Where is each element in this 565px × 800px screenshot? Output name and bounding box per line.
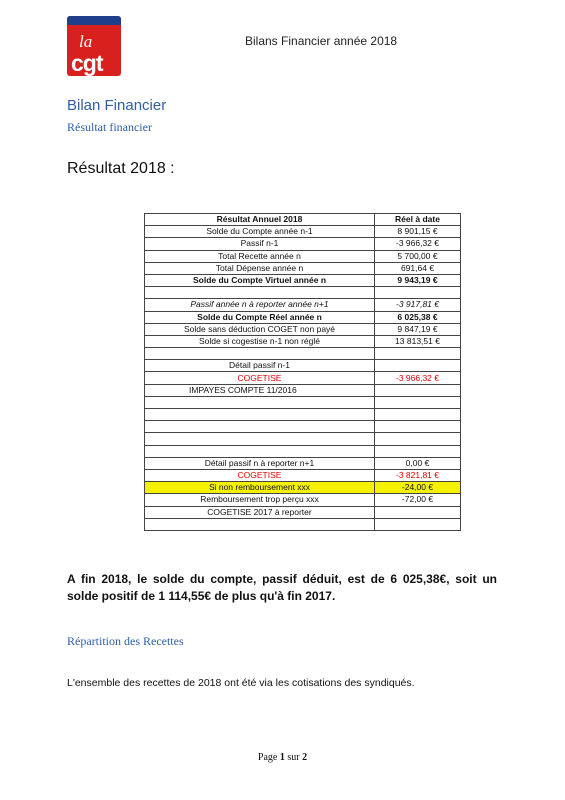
table-header-label: Résultat Annuel 2018 bbox=[145, 214, 375, 226]
row-label: Détail passif n à reporter n+1 bbox=[145, 457, 375, 469]
row-label bbox=[145, 396, 375, 408]
row-label: Total Dépense année n bbox=[145, 262, 375, 274]
row-label: Passif n-1 bbox=[145, 238, 375, 250]
table-row bbox=[145, 421, 461, 433]
header-title: Bilans Financier année 2018 bbox=[245, 34, 398, 48]
row-label: Passif année n à reporter année n+1 bbox=[145, 299, 375, 311]
row-value bbox=[375, 348, 461, 360]
table-row bbox=[145, 506, 461, 518]
row-label: COGETISE bbox=[145, 372, 375, 384]
footer-current-page: 1 bbox=[279, 752, 285, 763]
row-label: IMPAYES COMPTE 11/2016 bbox=[145, 384, 375, 396]
row-label: Solde si cogestise n-1 non réglé bbox=[145, 335, 375, 347]
logo-la: la bbox=[79, 32, 93, 51]
table-row bbox=[145, 445, 461, 457]
row-label: Solde du Compte Réel année n bbox=[145, 311, 375, 323]
table-row bbox=[145, 494, 461, 506]
table-row bbox=[145, 433, 461, 445]
row-label bbox=[145, 518, 375, 530]
row-label: Solde sans déduction COGET non payé bbox=[145, 323, 375, 335]
row-value: -24,00 € bbox=[375, 482, 461, 494]
row-value: -72,00 € bbox=[375, 494, 461, 506]
row-value bbox=[375, 445, 461, 457]
row-value bbox=[375, 506, 461, 518]
row-label: Total Recette année n bbox=[145, 250, 375, 262]
table-row bbox=[145, 274, 461, 286]
row-label bbox=[145, 409, 375, 421]
row-value bbox=[375, 396, 461, 408]
row-value bbox=[375, 360, 461, 372]
conclusion-text: A fin 2018, le solde du compte, passif déduit, est de 6 025,38€, soit un solde positif de 1 114,55€ de plus qu'à fin 2017. bbox=[67, 572, 497, 603]
row-value: 13 813,51 € bbox=[375, 335, 461, 347]
logo-band bbox=[67, 16, 121, 25]
row-value: -3 966,32 € bbox=[375, 372, 461, 384]
table-row bbox=[145, 250, 461, 262]
row-value: 5 700,00 € bbox=[375, 250, 461, 262]
table-row bbox=[145, 409, 461, 421]
row-value: 9 943,19 € bbox=[375, 274, 461, 286]
row-label: Si non remboursement xxx bbox=[145, 482, 375, 494]
table-row bbox=[145, 372, 461, 384]
result-title: Résultat 2018 : bbox=[67, 160, 175, 177]
table-row bbox=[145, 311, 461, 323]
table-row bbox=[145, 226, 461, 238]
section-subtitle: Résultat financier bbox=[67, 120, 152, 134]
row-label bbox=[145, 445, 375, 457]
row-value: 8 901,15 € bbox=[375, 226, 461, 238]
row-label bbox=[145, 421, 375, 433]
row-label bbox=[145, 348, 375, 360]
table-row bbox=[145, 457, 461, 469]
recettes-paragraph: L'ensemble des recettes de 2018 ont été via les cotisations des syndiqués. bbox=[67, 677, 415, 689]
footer-prefix: Page bbox=[257, 752, 280, 763]
section2-title: Répartition des Recettes bbox=[67, 634, 184, 648]
row-label bbox=[145, 287, 375, 299]
table-row bbox=[145, 360, 461, 372]
row-value: -3 821,81 € bbox=[375, 469, 461, 481]
table-row bbox=[145, 323, 461, 335]
row-label: COGETISE 2017 à reporter bbox=[145, 506, 375, 518]
table-row bbox=[145, 396, 461, 408]
row-value: 9 847,19 € bbox=[375, 323, 461, 335]
footer-total-pages: 2 bbox=[302, 752, 308, 763]
page-footer bbox=[0, 752, 565, 763]
table-header-row bbox=[145, 214, 461, 226]
table-row bbox=[145, 238, 461, 250]
section-title: Bilan Financier bbox=[67, 97, 167, 114]
cgt-logo bbox=[67, 16, 121, 76]
table-row bbox=[145, 384, 461, 396]
row-value bbox=[375, 421, 461, 433]
footer-middle: sur bbox=[284, 752, 303, 763]
row-value: 6 025,38 € bbox=[375, 311, 461, 323]
table-row bbox=[145, 287, 461, 299]
row-label: COGETISE bbox=[145, 469, 375, 481]
row-value: -3 917,81 € bbox=[375, 299, 461, 311]
table-row bbox=[145, 348, 461, 360]
row-label: Solde du Compte année n-1 bbox=[145, 226, 375, 238]
row-value bbox=[375, 409, 461, 421]
table-header-value: Réel à date bbox=[375, 214, 461, 226]
table-row bbox=[145, 469, 461, 481]
row-value: -3 966,32 € bbox=[375, 238, 461, 250]
row-value: 691,64 € bbox=[375, 262, 461, 274]
table-row-highlight bbox=[145, 482, 461, 494]
table-row bbox=[145, 262, 461, 274]
row-label: Remboursement trop perçu xxx bbox=[145, 494, 375, 506]
financial-table bbox=[144, 213, 461, 531]
table-row bbox=[145, 335, 461, 347]
table-row bbox=[145, 518, 461, 530]
table-row bbox=[145, 299, 461, 311]
logo-cgt: cgt bbox=[71, 50, 103, 76]
row-label: Solde du Compte Virtuel année n bbox=[145, 274, 375, 286]
row-value bbox=[375, 433, 461, 445]
row-value bbox=[375, 384, 461, 396]
row-label: Détail passif n-1 bbox=[145, 360, 375, 372]
row-value: 0,00 € bbox=[375, 457, 461, 469]
row-value bbox=[375, 287, 461, 299]
row-label bbox=[145, 433, 375, 445]
row-value bbox=[375, 518, 461, 530]
